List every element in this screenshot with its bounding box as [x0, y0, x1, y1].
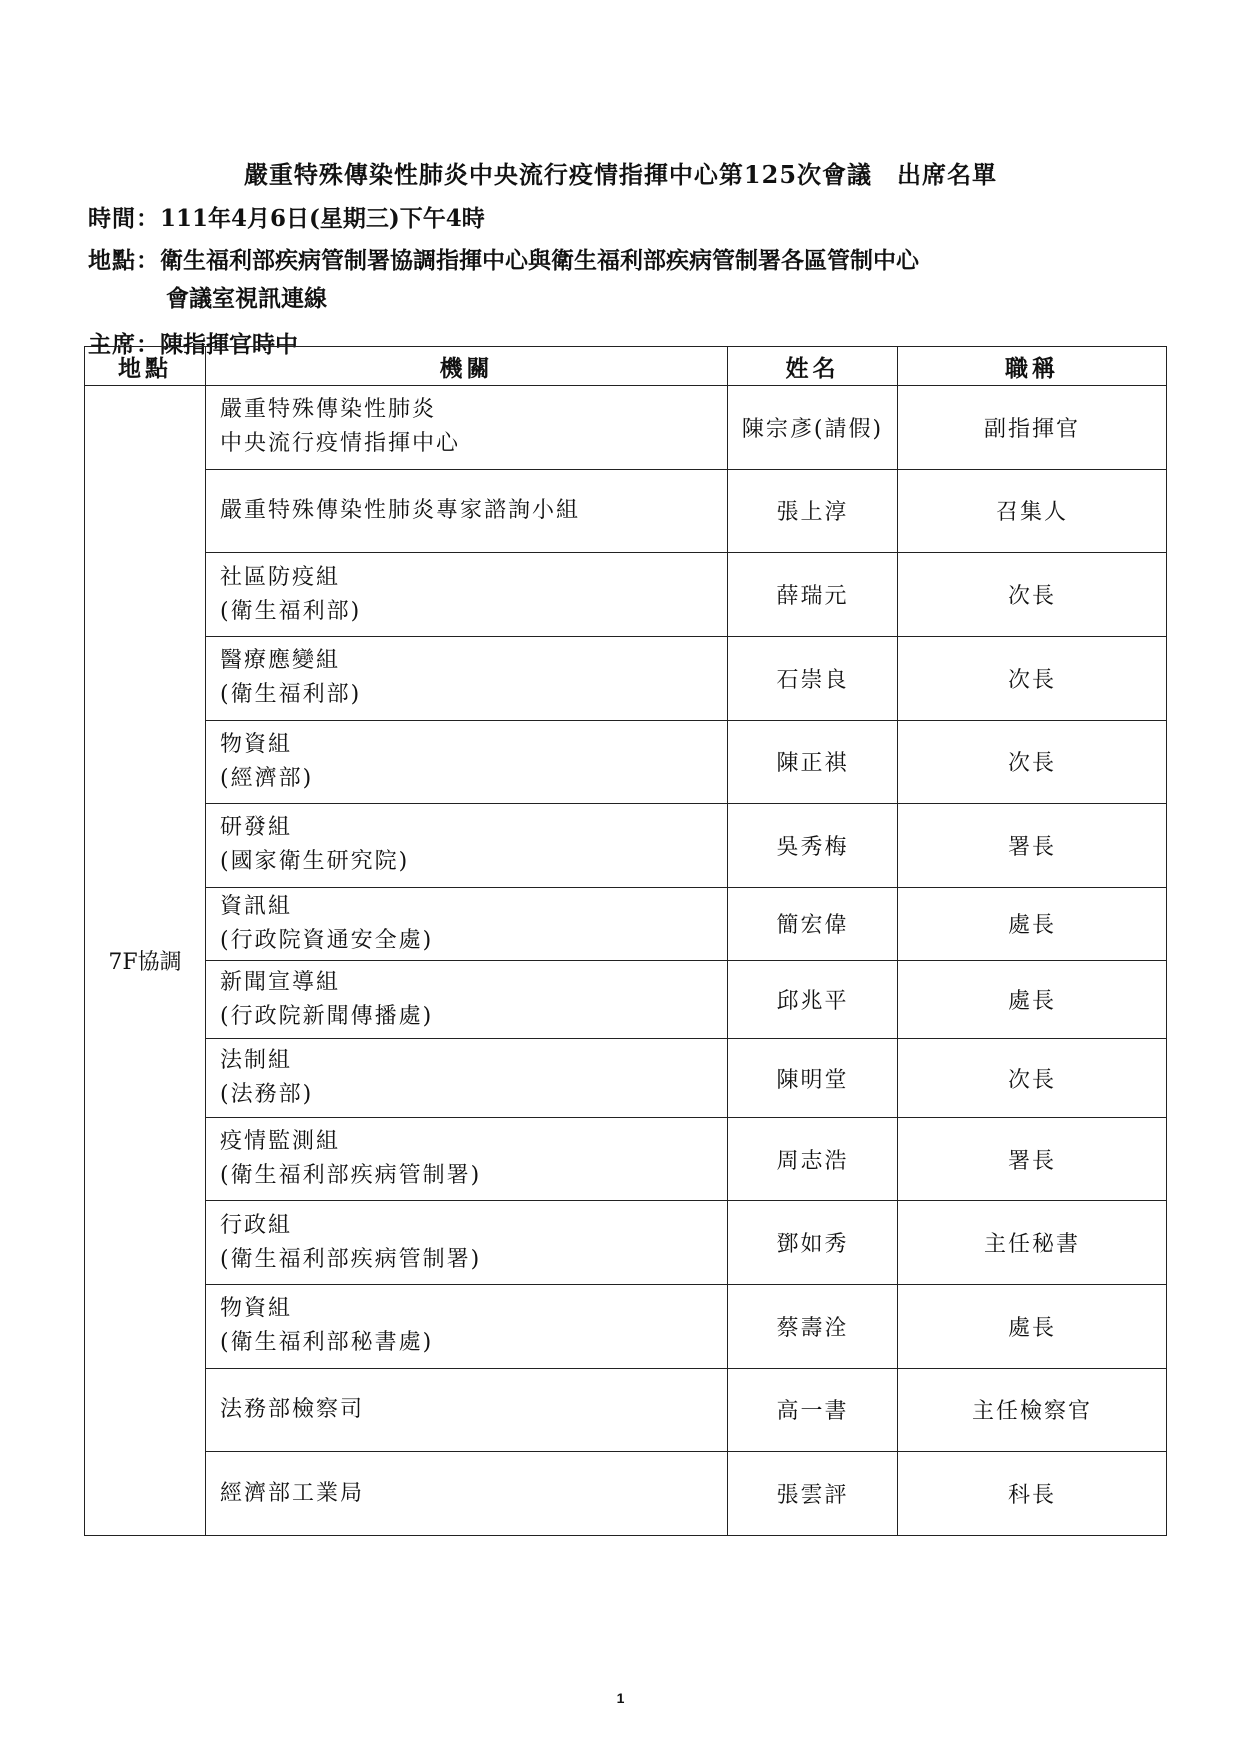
agency-line1: 嚴重特殊傳染性肺炎 — [220, 397, 437, 423]
agency-line2: 中央流行疫情指揮中心 — [220, 431, 461, 457]
attendance-rows — [85, 386, 1167, 1536]
name-cell: 周志浩 — [728, 1117, 898, 1201]
table-row — [85, 1452, 1167, 1536]
title-cell: 署長 — [898, 804, 1167, 888]
agency-line2: (行政院資通安全處) — [220, 927, 434, 953]
name-cell: 吳秀梅 — [728, 804, 898, 888]
table-row — [85, 720, 1167, 804]
meeting-time — [88, 200, 485, 233]
table-header-row — [85, 347, 1167, 386]
location-cell: 7F協調 — [85, 386, 206, 1536]
time-label: 時間： — [88, 205, 160, 232]
table-row — [85, 636, 1167, 720]
agency-line2: (經濟部) — [220, 765, 314, 791]
name-cell: 張雲評 — [728, 1452, 898, 1536]
agency-line1: 資訊組 — [220, 893, 293, 919]
table-row — [85, 386, 1167, 470]
header-name: 姓名 — [728, 347, 898, 386]
agency-line1: 行政組 — [220, 1212, 293, 1238]
agency-cell — [206, 636, 728, 720]
table-row — [85, 1039, 1167, 1117]
header-agency: 機關 — [206, 347, 728, 386]
time-value: 111年4月6日(星期三)下午4時 — [160, 205, 485, 232]
agency-line2: (行政院新聞傳播處) — [220, 1003, 434, 1029]
agency-cell — [206, 1039, 728, 1117]
title-cell: 次長 — [898, 1039, 1167, 1117]
agency-line2: (法務部) — [220, 1082, 314, 1108]
agency-line2: (國家衛生研究院) — [220, 849, 410, 875]
title-cell: 主任秘書 — [898, 1201, 1167, 1285]
table-row — [85, 887, 1167, 960]
agency-cell — [206, 469, 728, 553]
title-cell: 主任檢察官 — [898, 1368, 1167, 1452]
agency-line1: 社區防疫組 — [220, 564, 341, 590]
title-cell: 科長 — [898, 1452, 1167, 1536]
agency-line2: (衛生福利部秘書處) — [220, 1330, 434, 1356]
name-cell: 鄧如秀 — [728, 1201, 898, 1285]
name-cell: 石崇良 — [728, 636, 898, 720]
name-cell: 陳明堂 — [728, 1039, 898, 1117]
agency-cell — [206, 553, 728, 637]
chair-value: 陳指揮官時中 — [160, 331, 298, 358]
agency-line1: 物資組 — [220, 731, 293, 757]
title-cell: 召集人 — [898, 469, 1167, 553]
name-cell: 陳宗彥(請假) — [728, 386, 898, 470]
name-cell: 簡宏偉 — [728, 887, 898, 960]
name-cell: 薛瑞元 — [728, 553, 898, 637]
header-location: 地點 — [85, 347, 206, 386]
table-row — [85, 960, 1167, 1038]
agency-cell — [206, 1117, 728, 1201]
agency-cell — [206, 1284, 728, 1368]
chair-label: 主席： — [88, 331, 160, 358]
title-cell: 處長 — [898, 887, 1167, 960]
agency-line1: 醫療應變組 — [220, 648, 341, 674]
agency-cell — [206, 386, 728, 470]
title-cell: 署長 — [898, 1117, 1167, 1201]
agency-line1: 嚴重特殊傳染性肺炎專家諮詢小組 — [220, 497, 581, 523]
name-cell: 陳正祺 — [728, 720, 898, 804]
name-cell: 張上淳 — [728, 469, 898, 553]
name-cell: 蔡壽洤 — [728, 1284, 898, 1368]
agency-cell — [206, 887, 728, 960]
document-title: 嚴重特殊傳染性肺炎中央流行疫情指揮中心第125次會議 出席名單 — [243, 160, 998, 189]
page-number: 1 — [616, 1690, 625, 1706]
attendance-table — [84, 346, 1167, 1536]
header-title: 職稱 — [898, 347, 1167, 386]
agency-line1: 法務部檢察司 — [220, 1396, 365, 1422]
meeting-place — [88, 242, 919, 275]
title-cell: 處長 — [898, 1284, 1167, 1368]
agency-line1: 研發組 — [220, 815, 293, 841]
agency-cell — [206, 720, 728, 804]
table-row — [85, 553, 1167, 637]
agency-line2: (衛生福利部疾病管制署) — [220, 1246, 482, 1272]
agency-cell — [206, 804, 728, 888]
agency-line1: 新聞宣導組 — [220, 969, 341, 995]
agency-line2: (衛生福利部疾病管制署) — [220, 1163, 482, 1189]
agency-line2: (衛生福利部) — [220, 682, 362, 708]
agency-cell — [206, 1201, 728, 1285]
table-row — [85, 469, 1167, 553]
table-row — [85, 1284, 1167, 1368]
agency-line1: 經濟部工業局 — [220, 1480, 365, 1506]
place-value-line1: 衛生福利部疾病管制署協調指揮中心與衛生福利部疾病管制署各區管制中心 — [160, 247, 919, 274]
agency-line2: (衛生福利部) — [220, 598, 362, 624]
title-cell: 副指揮官 — [898, 386, 1167, 470]
agency-cell — [206, 1452, 728, 1536]
agency-line1: 疫情監測組 — [220, 1129, 341, 1155]
name-cell: 邱兆平 — [728, 960, 898, 1038]
table-row — [85, 804, 1167, 888]
table-row — [85, 1368, 1167, 1452]
place-label: 地點： — [88, 247, 160, 274]
title-cell: 次長 — [898, 636, 1167, 720]
agency-line1: 法制組 — [220, 1048, 293, 1074]
title-cell: 次長 — [898, 553, 1167, 637]
place-value-line2: 會議室視訊連線 — [166, 285, 327, 312]
title-cell: 處長 — [898, 960, 1167, 1038]
name-cell: 高一書 — [728, 1368, 898, 1452]
agency-cell — [206, 1368, 728, 1452]
agency-line1: 物資組 — [220, 1296, 293, 1322]
agency-cell — [206, 960, 728, 1038]
table-row — [85, 1117, 1167, 1201]
title-cell: 次長 — [898, 720, 1167, 804]
table-row — [85, 1201, 1167, 1285]
